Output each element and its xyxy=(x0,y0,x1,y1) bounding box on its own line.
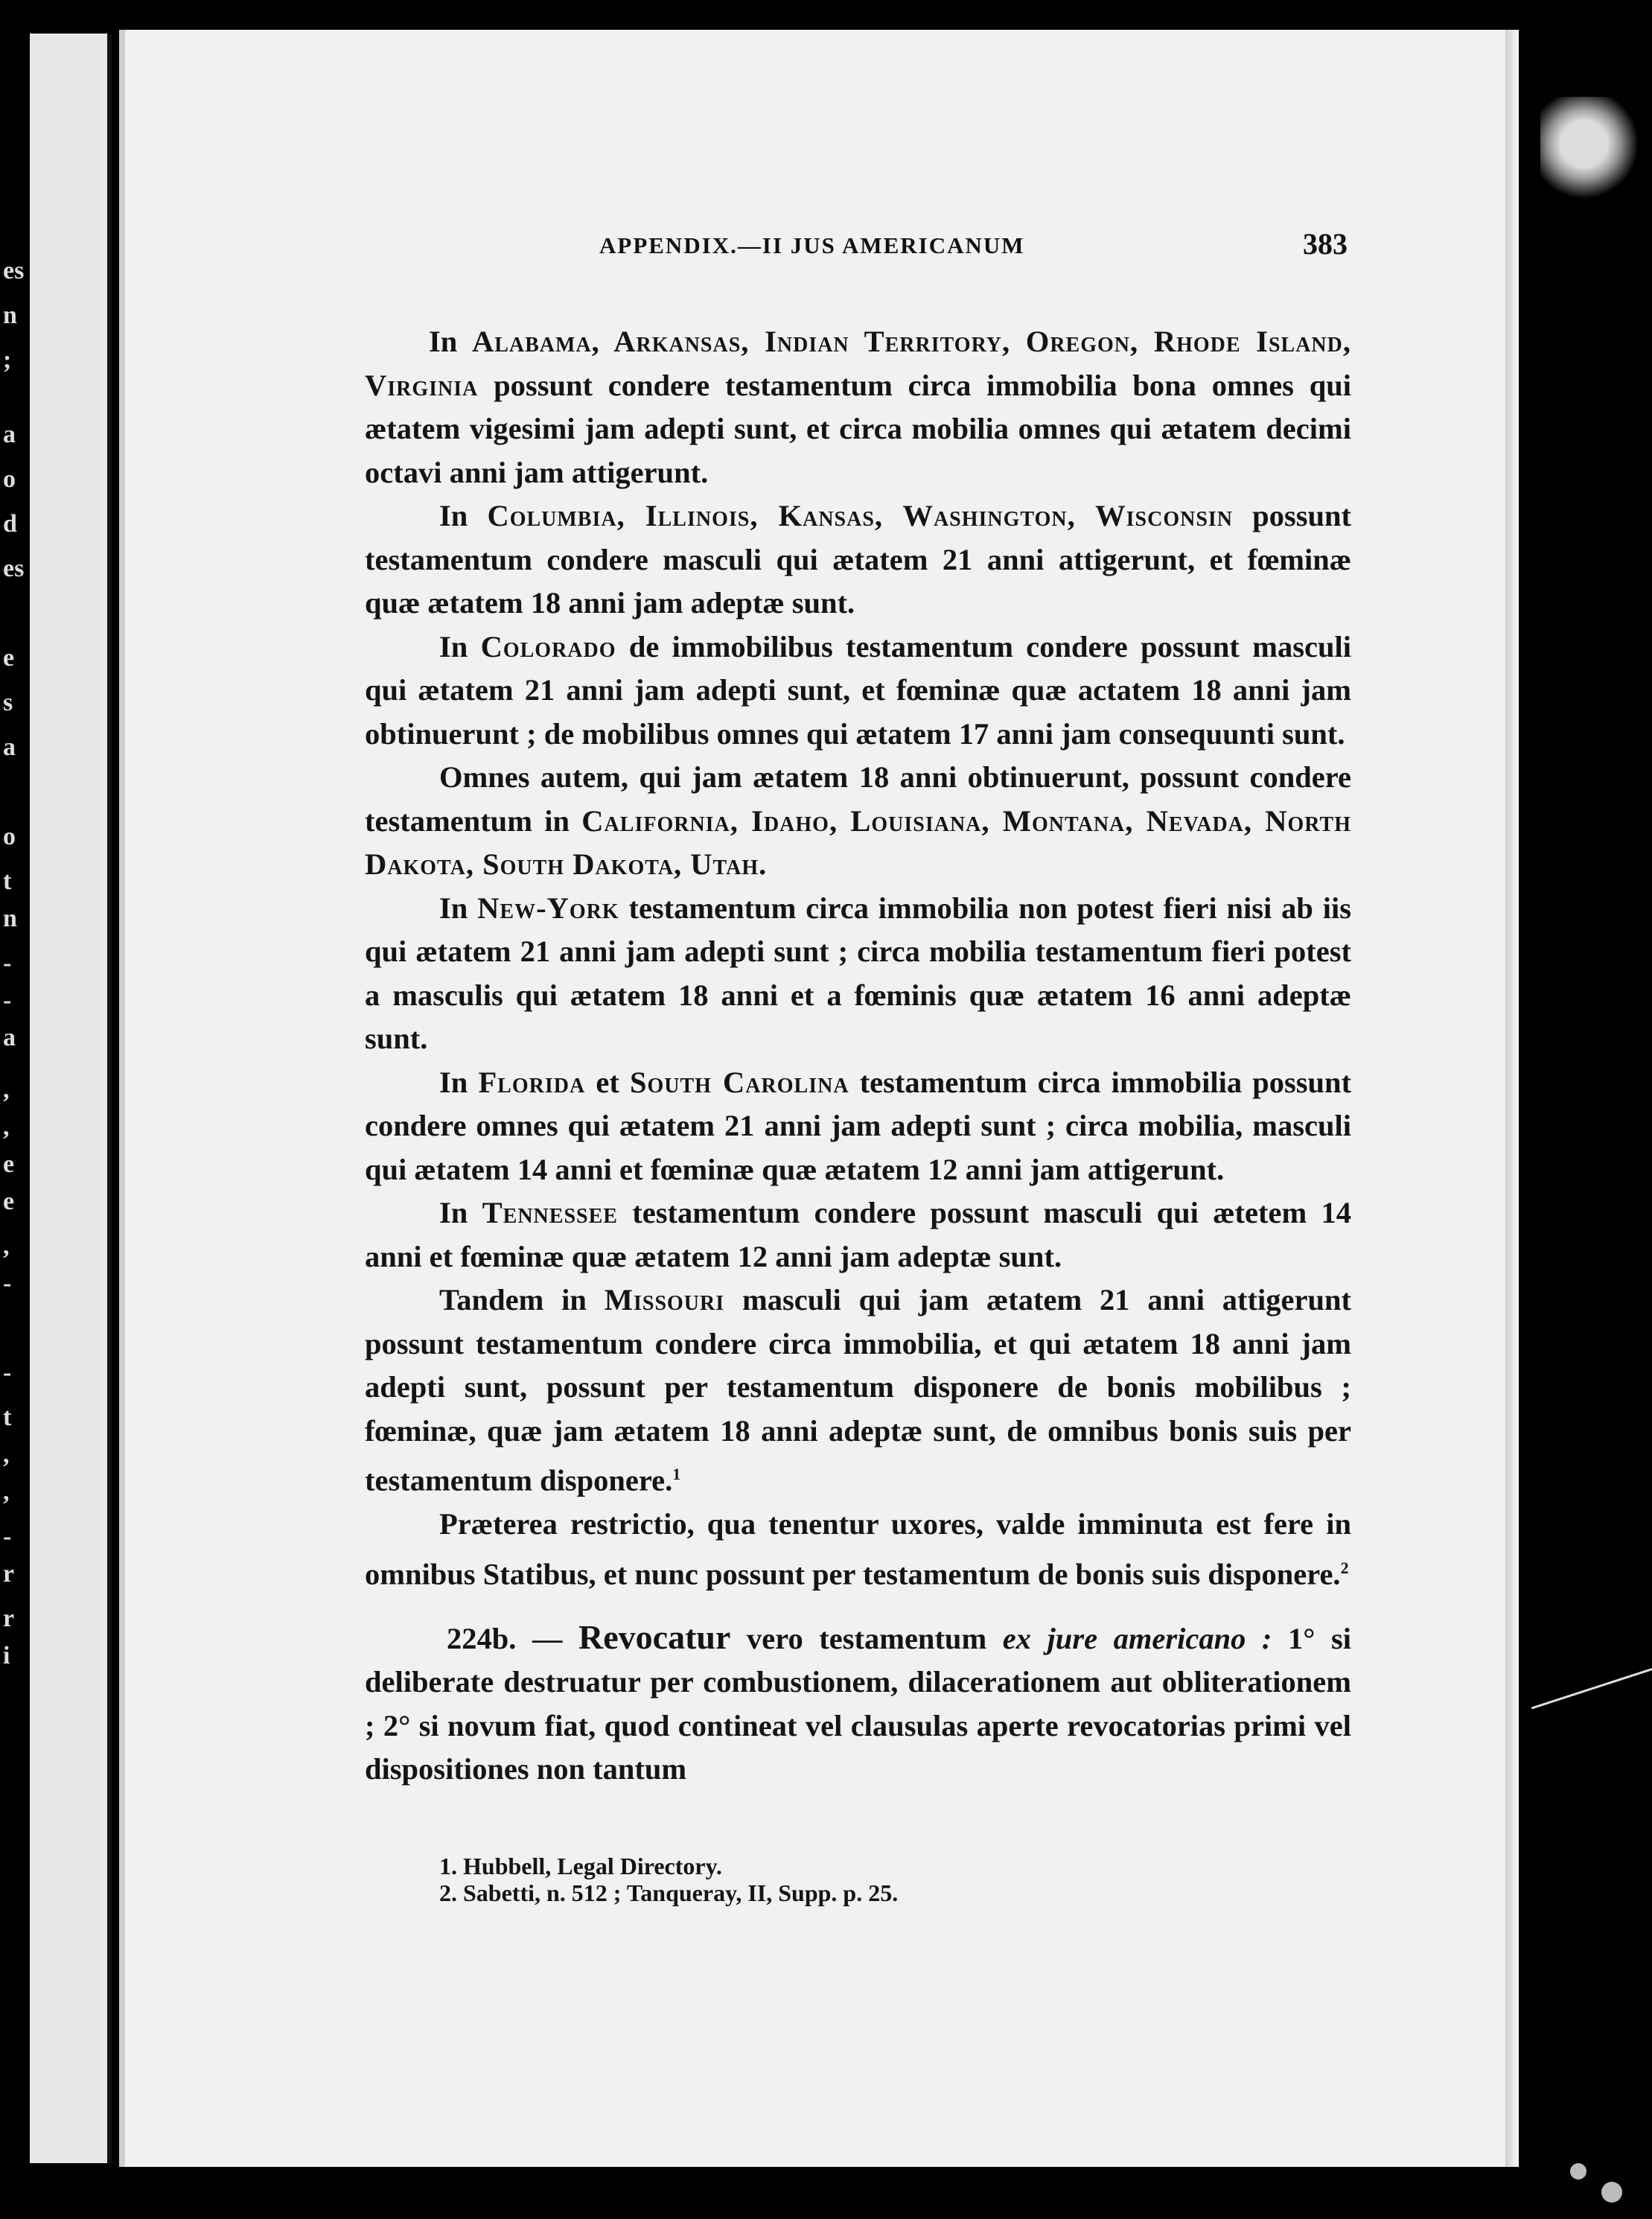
running-header xyxy=(484,216,1348,261)
left-page-fragment: - xyxy=(3,1270,12,1297)
page-edge xyxy=(1505,30,1519,2167)
state-names: Florida xyxy=(478,1065,586,1099)
paragraph: In Columbia, Illinois, Kansas, Washington, Wisconsin possunt testamentum condere masculi qui ætatem 21 anni attigerunt, et fœminæ quæ ætatem 18 anni jam adeptæ sunt. xyxy=(365,499,1352,620)
left-page-fragment: o xyxy=(3,465,16,493)
left-page-fragment: e xyxy=(3,644,15,672)
running-title: APPENDIX.—II JUS AMERICANUM xyxy=(599,232,1025,258)
left-page-fragment: - xyxy=(3,987,12,1014)
left-page-fragment: n xyxy=(3,905,17,932)
paragraph: Præterea restrictio, qua tenentur uxores, valde imminuta est fere in omnibus Statibus, et nunc possunt per testamentum de bonis suis disponere.$^2$ xyxy=(365,1507,1351,1591)
footnote-ref: 2 xyxy=(1340,1558,1349,1577)
left-page-fragment: e xyxy=(3,1188,15,1215)
left-page-fragment: , xyxy=(3,1232,10,1260)
state-names: Missouri xyxy=(604,1283,725,1317)
paper-damage-blot xyxy=(1540,97,1637,201)
left-page-fragment: , xyxy=(3,1441,10,1468)
paragraph: In Florida et South Carolina testamentum circa immobilia possunt condere omnes qui ætatem 21 anni jam adepti sunt ; circa mobilia, masculi qui ætatem 14 anni et fœminæ quæ ætatem 12 anni jam attigerunt. xyxy=(365,1065,1352,1186)
state-names: Tennessee xyxy=(482,1196,618,1229)
section-number: 224b. — xyxy=(447,1621,563,1655)
paragraph: In New-York testamentum circa immobilia non potest fieri nisi ab iis qui ætatem 21 anni jam adepti sunt ; circa mobilia testamentum fieri potest a masculis qui ætatem 18 anni et a fœminis quæ ætatem 16 anni adeptæ sunt. xyxy=(365,891,1351,1055)
left-page-fragment: - xyxy=(3,1523,12,1550)
left-page-fragment: t xyxy=(3,1404,12,1431)
book-page xyxy=(119,30,1519,2167)
state-names: Columbia, Illinois, Kansas, Washington, Wisconsin xyxy=(487,499,1234,532)
book-gutter xyxy=(107,34,112,2163)
footnotes xyxy=(439,1853,1333,1906)
footnote: 1. Hubbell, Legal Directory. xyxy=(439,1853,722,1879)
section-keyword: Revocatur xyxy=(578,1617,731,1656)
left-page-fragment: , xyxy=(3,1113,10,1141)
scan-artifact xyxy=(1531,1668,1652,1709)
left-page-fragment: - xyxy=(3,949,12,977)
paragraph: Omnes autem, qui jam ætatem 18 anni obtinuerunt, possunt condere testamentum in California, Idaho, Louisiana, Montana, Nevada, North Dakota, South Dakota, Utah. xyxy=(365,760,1352,881)
paragraph: In Colorado de immobilibus testamentum condere possunt masculi qui ætatem 21 anni jam adepti sunt, et fœminæ quæ actatem 18 anni jam obtinuerunt ; de mobilibus omnes qui ætatem 17 anni jam consequunti sunt. xyxy=(365,629,1351,751)
left-page-fragment: s xyxy=(3,689,13,716)
speck xyxy=(1601,2182,1622,2203)
left-page-fragment: - xyxy=(3,1359,12,1387)
speck xyxy=(1570,2163,1586,2180)
state-names: California, Idaho, Louisiana, Montana, Nevada, North Dakota, South Dakota, Utah. xyxy=(365,803,1352,881)
footnote-ref: 1 xyxy=(672,1465,681,1483)
state-names: New-York xyxy=(477,891,619,925)
state-names: Alabama, Arkansas, Indian Territory, Oregon, Rhode Island, Virginia xyxy=(365,325,1351,402)
left-page-fragment: t xyxy=(3,867,12,895)
left-page-fragment: d xyxy=(3,510,17,538)
left-page-fragment: es xyxy=(3,555,25,582)
state-names: Colorado xyxy=(480,629,616,663)
left-page-fragment: , xyxy=(3,1076,10,1104)
state-names: South Carolina xyxy=(629,1065,849,1099)
left-page-fragment: a xyxy=(3,1024,16,1051)
left-page-fragment: a xyxy=(3,733,16,761)
left-page-edge xyxy=(0,34,112,2163)
left-page-fragment: r xyxy=(3,1605,15,1632)
left-page-fragments xyxy=(0,34,30,2163)
paragraph: Tandem in Missouri masculi qui jam ætatem 21 anni attigerunt possunt testamentum condere circa immobilia, et qui ætatem 18 anni jam adepti sunt, possunt per testamentum disponere de bonis mobilibus ; fœminæ, quæ jam ætatem 18 anni adeptæ sunt, de omnibus bonis suis per testamentum disponere.$^1$ xyxy=(365,1283,1351,1497)
page-number: 383 xyxy=(1303,227,1348,261)
paragraph: In Alabama, Arkansas, Indian Territory, Oregon, Rhode Island, Virginia possunt condere testamentum circa immobilia bona omnes qui ætatem vigesimi jam adepti sunt, et circa mobilia omnes qui ætatem decimi octavi anni jam attigerunt. xyxy=(365,325,1351,489)
left-page-fragment: o xyxy=(3,823,16,850)
left-page-fragment: a xyxy=(3,421,16,448)
left-page-fragment: n xyxy=(3,302,17,329)
left-page-fragment: r xyxy=(3,1560,15,1588)
left-page-fragment: es xyxy=(3,257,25,284)
left-page-fragment: ; xyxy=(3,346,12,374)
left-page-fragment: e xyxy=(3,1150,15,1178)
left-page-fragment: i xyxy=(3,1642,10,1669)
section-paragraph: 224b. — Revocatur vero testamentum ex jure americano : 1° si deliberate destruatur per combustionem, dilacerationem aut obliterationem ; 2° si novum fiat, quod contineat vel clausulas aperte revocatorias primi vel dispositiones non tantum xyxy=(365,1617,1352,1786)
footnote: 2. Sabetti, n. 512 ; Tanqueray, II, Supp. p. 25. xyxy=(439,1879,899,1906)
italic-phrase: ex jure americano : xyxy=(1002,1621,1272,1655)
paragraph: In Tennessee testamentum condere possunt masculi qui ætetem 14 anni et fœminæ quæ ætatem 12 anni jam adeptæ sunt. xyxy=(365,1196,1352,1273)
main-text xyxy=(365,320,1351,1792)
left-page-fragment: , xyxy=(3,1478,10,1506)
